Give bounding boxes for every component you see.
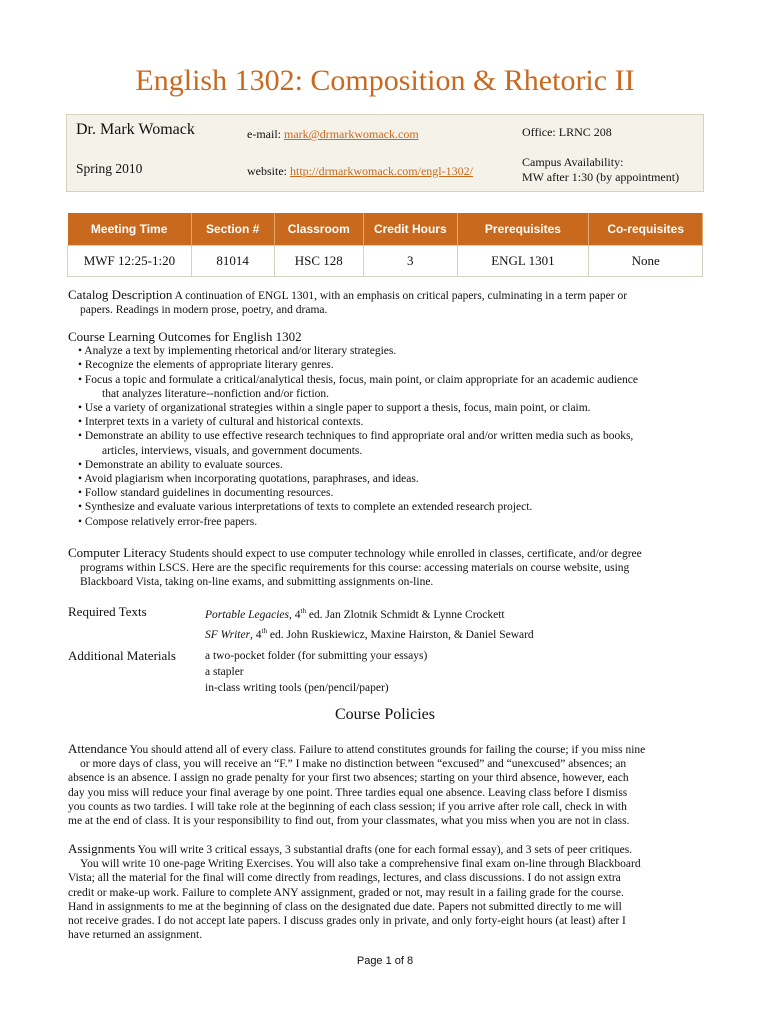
outcome-item bbox=[68, 344, 708, 358]
outcome-text-continued: articles, interviews, visuals, and government documents. bbox=[102, 444, 363, 457]
attendance-line: you counts as two tardies. I will take role at the beginning of each class session; if you arrive after role call, check in with bbox=[68, 800, 627, 813]
material-item: a two-pocket folder (for submitting your essays) bbox=[205, 650, 428, 662]
attendance-line: absence is an absence. I assign no grade penalty for your first two absences; starting on your third absence, however, each bbox=[68, 772, 629, 785]
additional-materials-list bbox=[205, 648, 427, 696]
cell-meeting-time: MWF 12:25-1:20 bbox=[68, 246, 192, 277]
assignments-line: Hand in assignments to me at the beginning of class on the designated due date. Papers not submitted directly to me will bbox=[68, 900, 622, 913]
email-label: e-mail: bbox=[247, 127, 281, 141]
instructor-name: Dr. Mark Womack bbox=[76, 121, 195, 138]
book-2-authors: ed. John Ruskiewicz, Maxine Hairston, & Daniel Seward bbox=[267, 628, 534, 641]
outcome-item bbox=[68, 486, 708, 500]
term: Spring 2010 bbox=[76, 161, 143, 176]
outcome-item bbox=[68, 373, 708, 401]
catalog-text-2: papers. Readings in modern prose, poetry, and drama. bbox=[80, 304, 328, 317]
outcome-text: • Recognize the elements of appropriate literary genres. bbox=[78, 359, 334, 372]
attendance-line: or more days of class, you will receive an “F.” I make no distinction between “excused” and “unexcused” absences; an bbox=[80, 758, 627, 771]
outcome-text: • Interpret texts in a variety of cultural and historical contexts. bbox=[78, 416, 364, 429]
assignments-policy bbox=[68, 842, 708, 942]
assignments-line: Vista; all the material for the final will come directly from readings, lectures, and class discussions. I do not assign extra bbox=[68, 872, 621, 885]
website-link[interactable]: http://drmarkwomack.com/engl-1302/ bbox=[290, 164, 473, 178]
outcomes-heading: Course Learning Outcomes for English 1302 bbox=[68, 329, 302, 344]
material-item: in-class writing tools (pen/pencil/paper) bbox=[205, 682, 389, 694]
availability-label: Campus Availability: bbox=[522, 155, 624, 169]
header-corequisites: Co-requisites bbox=[589, 213, 703, 246]
outcome-item bbox=[68, 415, 708, 429]
cell-credit-hours: 3 bbox=[364, 246, 458, 277]
cell-prerequisites: ENGL 1301 bbox=[457, 246, 589, 277]
outcome-text: • Demonstrate an ability to use effective research techniques to find appropriate oral and/or written media such as books, bbox=[78, 430, 634, 443]
book-1-authors: ed. Jan Zlotnik Schmidt & Lynne Crockett bbox=[305, 608, 505, 621]
literacy-line-1: Students should expect to use computer technology while enrolled in classes, certificate, and/or degree bbox=[169, 548, 642, 560]
cell-section: 81014 bbox=[191, 246, 274, 277]
attendance-policy bbox=[68, 742, 708, 828]
additional-materials-label: Additional Materials bbox=[68, 648, 176, 663]
email-link[interactable]: mark@drmarkwomack.com bbox=[283, 127, 419, 141]
office: Office: LRNC 208 bbox=[522, 125, 612, 139]
page-number: Page 1 of 8 bbox=[356, 955, 414, 967]
book-1-title: Portable Legacies bbox=[205, 608, 289, 621]
header-prerequisites: Prerequisites bbox=[457, 213, 589, 246]
document-title: English 1302: Composition & Rhetoric II bbox=[135, 64, 635, 97]
outcome-item bbox=[68, 500, 708, 514]
email-line bbox=[247, 127, 419, 141]
cell-classroom: HSC 128 bbox=[274, 246, 363, 277]
course-policies-heading: Course Policies bbox=[335, 706, 435, 723]
book-2-title: SF Writer bbox=[205, 628, 251, 641]
book-1-sup: th bbox=[300, 607, 306, 615]
catalog-description bbox=[68, 288, 708, 317]
catalog-heading: Catalog Description bbox=[68, 287, 173, 302]
meeting-table bbox=[67, 213, 703, 277]
outcome-item bbox=[68, 401, 708, 415]
attendance-line: me at the end of class. It is your responsibility to find out, from your classmates, what you miss when you are not in class. bbox=[68, 815, 630, 828]
catalog-text-1: A continuation of ENGL 1301, with an emphasis on critical papers, culminating in a term paper or bbox=[174, 290, 628, 302]
outcome-text-continued: that analyzes literature--nonfiction and/or fiction. bbox=[102, 387, 330, 400]
assignments-line: credit or make-up work. Failure to complete ANY assignment, graded or not, may result in a failing grade for the course. bbox=[68, 886, 624, 899]
outcome-item bbox=[68, 358, 708, 372]
literacy-heading: Computer Literacy bbox=[68, 545, 167, 560]
book-2-sup: th bbox=[261, 626, 267, 635]
book-1 bbox=[205, 603, 534, 623]
header-section: Section # bbox=[191, 213, 274, 246]
assignments-line: You will write 3 critical essays, 3 substantial drafts (one for each formal essay), and 3 sets of peer critiques. bbox=[137, 844, 633, 856]
availability: MW after 1:30 (by appointment) bbox=[522, 170, 680, 184]
outcomes-list bbox=[68, 344, 708, 529]
outcome-text: • Focus a topic and formulate a critical/analytical thesis, focus, main point, or claim appropriate for an academic audience bbox=[78, 373, 638, 386]
outcome-text: • Analyze a text by implementing rhetorical and/or literary strategies. bbox=[78, 345, 397, 358]
cell-corequisites: None bbox=[589, 246, 703, 277]
meeting-table-row bbox=[68, 246, 703, 277]
outcome-text: • Synthesize and evaluate various interpretations of texts to complete an extended research project. bbox=[78, 501, 533, 514]
outcome-text: • Demonstrate an ability to evaluate sources. bbox=[78, 458, 283, 471]
outcome-text: • Compose relatively error-free papers. bbox=[78, 515, 258, 528]
computer-literacy bbox=[68, 546, 708, 590]
required-texts-list bbox=[205, 603, 534, 643]
outcome-text: • Use a variety of organizational strategies within a single paper to support a thesis, focus, main point, or claim. bbox=[78, 402, 591, 415]
outcome-item bbox=[68, 458, 708, 472]
website-label: website: bbox=[247, 164, 287, 178]
header-classroom: Classroom bbox=[274, 213, 363, 246]
instructor-info-box bbox=[66, 114, 704, 192]
book-1-edition: , 4 bbox=[289, 608, 301, 621]
assignments-line: have returned an assignment. bbox=[68, 929, 203, 942]
attendance-heading: Attendance bbox=[68, 741, 128, 756]
required-texts-label: Required Texts bbox=[68, 604, 147, 619]
outcome-text: • Avoid plagiarism when incorporating quotations, paraphrases, and ideas. bbox=[78, 473, 419, 486]
outcome-item bbox=[68, 515, 708, 529]
literacy-line-3: Blackboard Vista, taking on-line exams, and submitting assignments on-line. bbox=[80, 576, 434, 589]
learning-outcomes bbox=[68, 330, 708, 529]
assignments-line: not receive grades. I do not accept late papers. I discuss grades only in private, and only forty-eight hours (at least) after I bbox=[68, 915, 626, 928]
outcome-item bbox=[68, 472, 708, 486]
assignments-heading: Assignments bbox=[68, 841, 136, 856]
attendance-line: You should attend all of every class. Failure to attend constitutes grounds for failing the course; if you miss nine bbox=[129, 744, 646, 756]
book-2-edition: , 4 bbox=[250, 628, 262, 641]
attendance-line: day you miss will reduce your final average by one point. Three tardies equal one absence. Leaving class before I dismiss bbox=[68, 786, 628, 799]
outcome-item bbox=[68, 429, 708, 457]
website-line bbox=[247, 164, 473, 178]
outcome-text: • Follow standard guidelines in documenting resources. bbox=[78, 487, 334, 500]
literacy-line-2: programs within LSCS. Here are the specific requirements for this course: accessing materials on course website, using bbox=[80, 562, 630, 575]
meeting-table-header bbox=[68, 213, 703, 246]
header-credit-hours: Credit Hours bbox=[364, 213, 458, 246]
material-item: a stapler bbox=[205, 666, 244, 678]
assignments-line: You will write 10 one-page Writing Exercises. You will also take a comprehensive final exam on-line through Blackboard bbox=[80, 858, 641, 871]
book-2 bbox=[205, 623, 534, 643]
header-meeting-time: Meeting Time bbox=[68, 213, 192, 246]
